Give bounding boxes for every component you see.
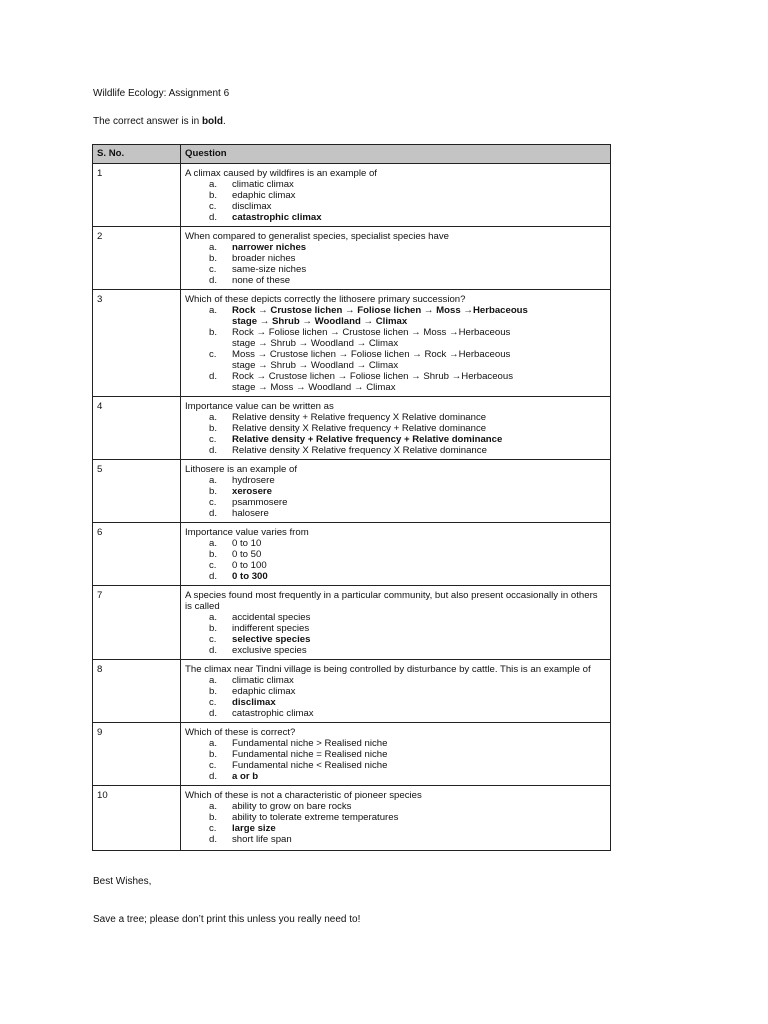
option-letter: d. [209, 371, 218, 382]
question-text: Lithosere is an example of [185, 464, 297, 475]
answer-option [185, 760, 606, 771]
table-row [93, 460, 611, 523]
option-letter: b. [209, 190, 218, 201]
question-cell [181, 723, 611, 786]
answer-option [185, 423, 606, 434]
answer-option [185, 834, 606, 845]
option-letter: d. [209, 834, 218, 845]
answer-option [185, 201, 606, 212]
answer-option-correct [185, 434, 606, 445]
answer-option-correct [185, 212, 606, 223]
answer-option [185, 623, 606, 634]
answer-option [185, 264, 606, 275]
table-row [93, 227, 611, 290]
option-letter: a. [209, 475, 218, 486]
question-text: Importance value can be written as [185, 401, 334, 412]
option-letter: c. [209, 634, 217, 645]
answer-option-correct [185, 823, 606, 834]
table-row [93, 290, 611, 397]
answer-option [185, 371, 606, 393]
answer-option [185, 738, 606, 749]
answer-option-correct [185, 771, 606, 782]
answer-option [185, 253, 606, 264]
option-letter: c. [209, 201, 217, 212]
option-letter: d. [209, 571, 218, 582]
option-text: disclimax [232, 697, 276, 708]
question-text: Importance value varies from [185, 527, 309, 538]
answer-option [185, 801, 606, 812]
question-text: Which of these is not a characteristic of pioneer species [185, 790, 422, 801]
answer-options [185, 179, 606, 223]
option-letter: d. [209, 445, 218, 456]
answer-option [185, 508, 606, 519]
option-text: Fundamental niche > Realised niche [232, 738, 388, 749]
option-text: xerosere [232, 486, 273, 497]
option-letter: b. [209, 623, 218, 634]
intro-prefix: The correct answer is in [93, 116, 202, 127]
option-text: psammosere [232, 497, 288, 508]
question-text: Which of these depicts correctly the lithosere primary succession? [185, 294, 466, 305]
question-text: When compared to generalist species, specialist species have [185, 231, 449, 242]
answer-option [185, 675, 606, 686]
option-text: climatic climax [232, 675, 294, 686]
option-text: Fundamental niche < Realised niche [232, 760, 388, 771]
option-letter: a. [209, 412, 218, 423]
option-text: Rock → Crustose lichen → Foliose lichen → Shrub →Herbaceous stage → Moss → Woodland → Climax [232, 371, 514, 393]
question-number: 1 [93, 164, 181, 227]
option-letter: c. [209, 264, 217, 275]
answer-option [185, 749, 606, 760]
table-row [93, 786, 611, 851]
questions-table [92, 144, 611, 851]
option-letter: c. [209, 349, 217, 360]
question-cell [181, 460, 611, 523]
table-row [93, 586, 611, 660]
option-letter: a. [209, 801, 218, 812]
question-number: 6 [93, 523, 181, 586]
intro-suffix: . [223, 116, 226, 127]
option-letter: c. [209, 760, 217, 771]
answer-options [185, 612, 606, 656]
option-letter: a. [209, 612, 218, 623]
table-row [93, 660, 611, 723]
question-text: Which of these is correct? [185, 727, 296, 738]
option-letter: a. [209, 179, 218, 190]
option-text: Relative density X Relative frequency + Relative dominance [232, 423, 487, 434]
option-letter: b. [209, 812, 218, 823]
option-letter: a. [209, 538, 218, 549]
option-text: Rock → Crustose lichen → Foliose lichen → Moss →Herbaceous stage → Shrub → Woodland → Climax [232, 305, 528, 327]
option-text: catastrophic climax [232, 212, 322, 223]
option-letter: d. [209, 708, 218, 719]
answer-option-correct [185, 305, 606, 327]
question-cell [181, 290, 611, 397]
answer-option-correct [185, 571, 606, 582]
question-text: A species found most frequently in a particular community, but also present occasionally in others is called [185, 590, 598, 612]
table-row [93, 523, 611, 586]
option-letter: b. [209, 749, 218, 760]
option-text: short life span [232, 834, 292, 845]
option-letter: b. [209, 327, 218, 338]
question-number: 2 [93, 227, 181, 290]
option-letter: b. [209, 486, 218, 497]
answer-option [185, 686, 606, 697]
question-cell [181, 164, 611, 227]
answer-option [185, 708, 606, 719]
answer-option [185, 190, 606, 201]
option-letter: b. [209, 549, 218, 560]
option-text: ability to grow on bare rocks [232, 801, 352, 812]
answer-options [185, 675, 606, 719]
option-letter: b. [209, 423, 218, 434]
answer-options [185, 242, 606, 286]
answer-option [185, 549, 606, 560]
questions-body [93, 164, 611, 851]
intro-text [93, 116, 226, 127]
option-text: narrower niches [232, 242, 307, 253]
answer-options [185, 801, 606, 845]
answer-option [185, 475, 606, 486]
answer-option [185, 412, 606, 423]
option-letter: c. [209, 434, 217, 445]
option-text: ability to tolerate extreme temperatures [232, 812, 399, 823]
question-number: 8 [93, 660, 181, 723]
option-text: same-size niches [232, 264, 307, 275]
option-text: 0 to 50 [232, 549, 262, 560]
answer-option [185, 538, 606, 549]
question-cell [181, 786, 611, 851]
option-text: edaphic climax [232, 190, 296, 201]
option-text: 0 to 300 [232, 571, 268, 582]
option-letter: d. [209, 508, 218, 519]
option-text: Relative density X Relative frequency X Relative dominance [232, 445, 487, 456]
option-text: catastrophic climax [232, 708, 314, 719]
question-cell [181, 397, 611, 460]
option-text: halosere [232, 508, 269, 519]
option-letter: b. [209, 686, 218, 697]
option-text: hydrosere [232, 475, 275, 486]
option-letter: c. [209, 697, 217, 708]
option-text: edaphic climax [232, 686, 296, 697]
question-number: 3 [93, 290, 181, 397]
option-text: a or b [232, 771, 259, 782]
answer-option [185, 349, 606, 371]
answer-option-correct [185, 634, 606, 645]
footer-note: Save a tree; please don’t print this unless you really need to! [93, 914, 361, 925]
answer-options [185, 412, 606, 456]
question-cell [181, 227, 611, 290]
intro-bold-word: bold [201, 116, 224, 127]
page-title: Wildlife Ecology: Assignment 6 [93, 88, 230, 99]
option-text: broader niches [232, 253, 296, 264]
question-number: 7 [93, 586, 181, 660]
option-text: disclimax [232, 201, 272, 212]
question-text: A climax caused by wildfires is an example of [185, 168, 377, 179]
answer-option [185, 179, 606, 190]
option-letter: a. [209, 675, 218, 686]
option-text: 0 to 100 [232, 560, 267, 571]
option-text: Fundamental niche = Realised niche [232, 749, 388, 760]
answer-option-correct [185, 697, 606, 708]
answer-option-correct [185, 486, 606, 497]
option-letter: c. [209, 823, 217, 834]
answer-option [185, 445, 606, 456]
option-text: exclusive species [232, 645, 307, 656]
table-row [93, 397, 611, 460]
question-number: 5 [93, 460, 181, 523]
option-letter: d. [209, 275, 218, 286]
answer-options [185, 738, 606, 782]
option-text: 0 to 10 [232, 538, 262, 549]
option-letter: d. [209, 212, 218, 223]
question-number: 4 [93, 397, 181, 460]
answer-option [185, 612, 606, 623]
table-row [93, 723, 611, 786]
closing-text: Best Wishes, [93, 876, 152, 887]
answer-options [185, 475, 606, 519]
option-letter: d. [209, 771, 218, 782]
question-cell [181, 586, 611, 660]
option-text: climatic climax [232, 179, 294, 190]
option-text: Rock → Foliose lichen → Crustose lichen → Moss →Herbaceous stage → Shrub → Woodland → Climax [232, 327, 511, 349]
option-letter: c. [209, 497, 217, 508]
header-serial-number: S. No. [93, 145, 181, 164]
option-text: Moss → Crustose lichen → Foliose lichen → Rock →Herbaceous stage → Shrub → Woodland → Climax [232, 349, 511, 371]
option-text: none of these [232, 275, 291, 286]
question-text: The climax near Tindni village is being controlled by disturbance by cattle. This is an example of [185, 664, 591, 675]
answer-option [185, 497, 606, 508]
answer-option [185, 560, 606, 571]
option-text: large size [232, 823, 276, 834]
option-letter: c. [209, 560, 217, 571]
option-letter: a. [209, 738, 218, 749]
answer-option [185, 645, 606, 656]
answer-option [185, 812, 606, 823]
option-text: selective species [232, 634, 311, 645]
answer-option-correct [185, 242, 606, 253]
question-number: 10 [93, 786, 181, 851]
option-letter: b. [209, 253, 218, 264]
answer-option [185, 275, 606, 286]
option-letter: a. [209, 242, 218, 253]
option-letter: a. [209, 305, 218, 316]
option-text: accidental species [232, 612, 311, 623]
option-text: Relative density + Relative frequency + Relative dominance [232, 434, 503, 445]
question-cell [181, 523, 611, 586]
option-text: indifferent species [232, 623, 310, 634]
answer-options [185, 305, 606, 393]
answer-options [185, 538, 606, 582]
question-number: 9 [93, 723, 181, 786]
answer-option [185, 327, 606, 349]
table-header-row [93, 145, 611, 164]
header-question: Question [181, 145, 611, 164]
question-cell [181, 660, 611, 723]
option-text: Relative density + Relative frequency X Relative dominance [232, 412, 487, 423]
option-letter: d. [209, 645, 218, 656]
table-row [93, 164, 611, 227]
